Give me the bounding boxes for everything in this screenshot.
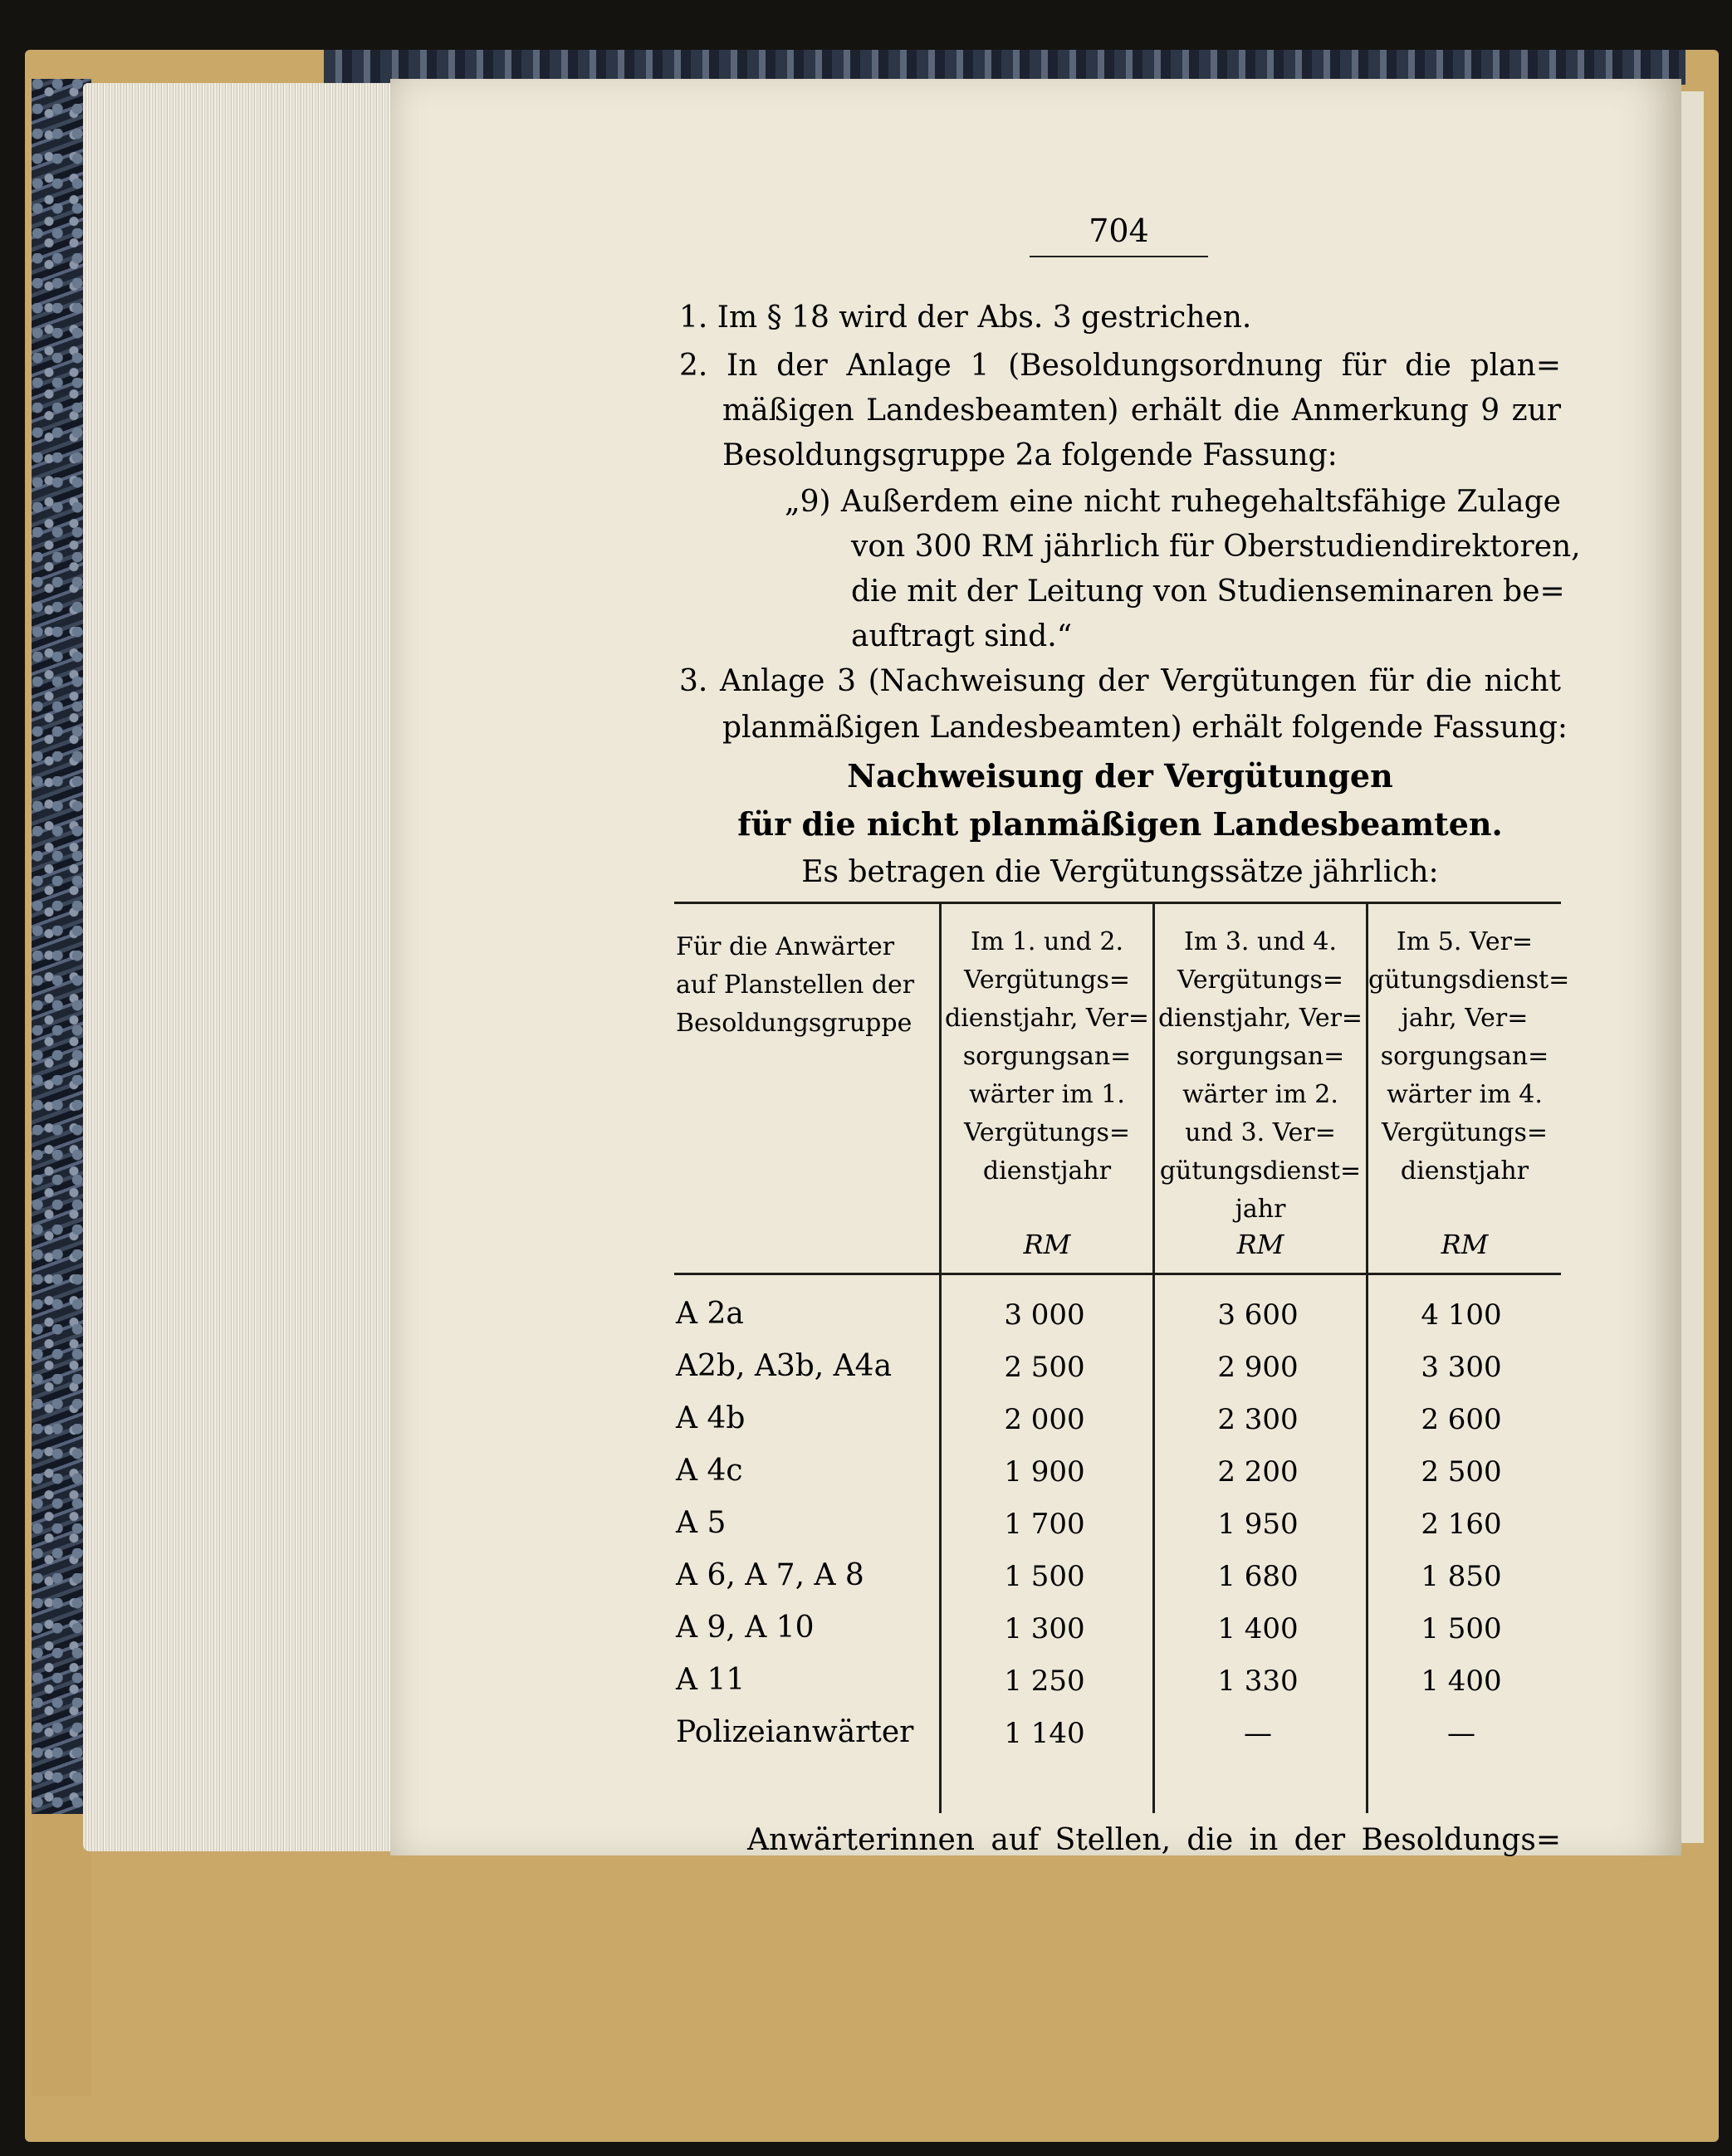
row-value-3: 1 500 xyxy=(1421,1612,1502,1645)
quote-line-4: auftragt sind.“ xyxy=(851,619,1073,653)
item-1: 1. Im § 18 wird der Abs. 3 gestrichen. xyxy=(679,301,1252,335)
header-c2-l2: Vergütungs= xyxy=(1177,966,1343,995)
row-group: Polizeianwärter xyxy=(676,1715,914,1749)
row-value-1: 1 900 xyxy=(1004,1455,1085,1489)
header-c3-l4: sorgungsan= xyxy=(1380,1042,1549,1071)
row-value-1: 2 500 xyxy=(1004,1351,1085,1384)
header-c2-l1: Im 3. und 4. xyxy=(1184,927,1337,956)
header-year-5 xyxy=(1368,923,1570,1190)
header-group-l2: auf Planstellen der xyxy=(676,970,915,1000)
header-group-l1: Für die Anwärter xyxy=(676,932,895,961)
item-3-line-1: 3. Anlage 3 (Nachweisung der Vergütungen für die nicht xyxy=(679,664,1561,698)
row-value-1: 1 140 xyxy=(1004,1717,1085,1750)
row-group: A 5 xyxy=(676,1506,727,1540)
item-3-line-2: planmäßigen Landesbeamten) erhält folgende Fassung: xyxy=(722,711,1568,745)
header-c1-l7: dienstjahr xyxy=(982,1156,1112,1186)
row-value-1: 3 000 xyxy=(1004,1298,1085,1332)
row-group: A 9, A 10 xyxy=(676,1611,815,1645)
heading-line-1: Nachweisung der Vergütungen xyxy=(847,757,1393,794)
header-c1-l1: Im 1. und 2. xyxy=(971,927,1123,956)
header-group-l3: Besoldungsgruppe xyxy=(676,1009,912,1038)
row-value-2: 1 400 xyxy=(1217,1612,1299,1645)
header-c2-l6: und 3. Ver= xyxy=(1185,1118,1336,1147)
header-c3-l2: gütungsdienst= xyxy=(1368,966,1570,995)
right-page-edge xyxy=(1679,91,1704,1843)
row-group: A 11 xyxy=(676,1663,746,1697)
row-value-2: 1 950 xyxy=(1217,1508,1299,1541)
quote-line-3: die mit der Leitung von Studienseminaren be= xyxy=(851,574,1565,609)
header-c1-l2: Vergütungs= xyxy=(964,966,1130,995)
row-value-2: 2 200 xyxy=(1217,1455,1299,1489)
table-intro: Es betragen die Vergütungssätze jährlich: xyxy=(801,855,1439,889)
footer-line: Anwärterinnen auf Stellen, die in der Besoldungs= xyxy=(747,1823,1561,1857)
row-value-2: — xyxy=(1244,1717,1272,1750)
header-group xyxy=(676,928,925,1043)
unit-col-3: RM xyxy=(1441,1229,1489,1260)
row-value-2: 2 900 xyxy=(1217,1351,1299,1384)
row-value-3: 2 600 xyxy=(1421,1403,1502,1436)
table-top-rule xyxy=(674,902,1561,904)
row-value-2: 2 300 xyxy=(1217,1403,1299,1436)
row-value-3: 4 100 xyxy=(1421,1298,1502,1332)
header-c3-l6: Vergütungs= xyxy=(1382,1118,1548,1147)
row-value-2: 1 680 xyxy=(1217,1560,1299,1593)
row-group: A 4c xyxy=(676,1454,743,1488)
header-c2-l8: jahr xyxy=(1235,1195,1286,1224)
row-value-2: 1 330 xyxy=(1217,1665,1299,1698)
unit-col-1: RM xyxy=(1023,1229,1071,1260)
header-c2-l4: sorgungsan= xyxy=(1176,1042,1345,1071)
header-c1-l4: sorgungsan= xyxy=(962,1042,1132,1071)
header-c2-l3: dienstjahr, Ver= xyxy=(1157,1004,1363,1033)
header-c1-l6: Vergütungs= xyxy=(964,1118,1130,1147)
row-value-1: 1 250 xyxy=(1004,1665,1085,1698)
row-value-3: 2 160 xyxy=(1421,1508,1502,1541)
item-2-line-2: mäßigen Landesbeamten) erhält die Anmerkung 9 zur xyxy=(722,394,1561,428)
row-value-1: 2 000 xyxy=(1004,1403,1085,1436)
row-value-3: 1 400 xyxy=(1421,1665,1502,1698)
header-c3-l5: wärter im 4. xyxy=(1387,1080,1543,1109)
spine-cloth xyxy=(32,1814,91,2096)
page-number: 704 xyxy=(1030,213,1208,257)
row-group: A 2a xyxy=(676,1297,744,1331)
row-value-1: 1 300 xyxy=(1004,1612,1085,1645)
row-group: A 4b xyxy=(676,1401,746,1435)
row-value-3: 1 850 xyxy=(1421,1560,1502,1593)
item-2-line-3: Besoldungsgruppe 2a folgende Fassung: xyxy=(722,438,1338,472)
row-group: A2b, A3b, A4a xyxy=(676,1349,893,1383)
row-value-1: 1 500 xyxy=(1004,1560,1085,1593)
row-value-1: 1 700 xyxy=(1004,1508,1085,1541)
header-year-3-4 xyxy=(1155,923,1366,1229)
header-c1-l5: wärter im 1. xyxy=(969,1080,1125,1109)
quote-line-2: von 300 RM jährlich für Oberstudiendirektoren, xyxy=(851,530,1581,564)
header-year-1-2 xyxy=(942,923,1152,1190)
row-value-3: 3 300 xyxy=(1421,1351,1502,1384)
unit-col-2: RM xyxy=(1236,1229,1284,1260)
row-group: A 6, A 7, A 8 xyxy=(676,1558,864,1592)
page-edges-stack xyxy=(83,83,399,1851)
heading-line-2: für die nicht planmäßigen Landesbeamten. xyxy=(737,805,1503,843)
header-c3-l3: jahr, Ver= xyxy=(1401,1004,1529,1033)
quote-line-1: „9) Außerdem eine nicht ruhegehaltsfähige Zulage xyxy=(785,485,1561,519)
item-2-line-1: 2. In der Anlage 1 (Besoldungsordnung für die plan= xyxy=(679,349,1561,383)
header-c1-l3: dienstjahr, Ver= xyxy=(944,1004,1150,1033)
header-c2-l7: gütungsdienst= xyxy=(1159,1156,1362,1186)
header-c3-l1: Im 5. Ver= xyxy=(1396,927,1534,956)
row-value-2: 3 600 xyxy=(1217,1298,1299,1332)
row-value-3: — xyxy=(1447,1717,1475,1750)
header-c2-l5: wärter im 2. xyxy=(1182,1080,1338,1109)
header-c3-l7: dienstjahr xyxy=(1400,1156,1529,1186)
table-header-rule xyxy=(674,1273,1561,1275)
row-value-3: 2 500 xyxy=(1421,1455,1502,1489)
